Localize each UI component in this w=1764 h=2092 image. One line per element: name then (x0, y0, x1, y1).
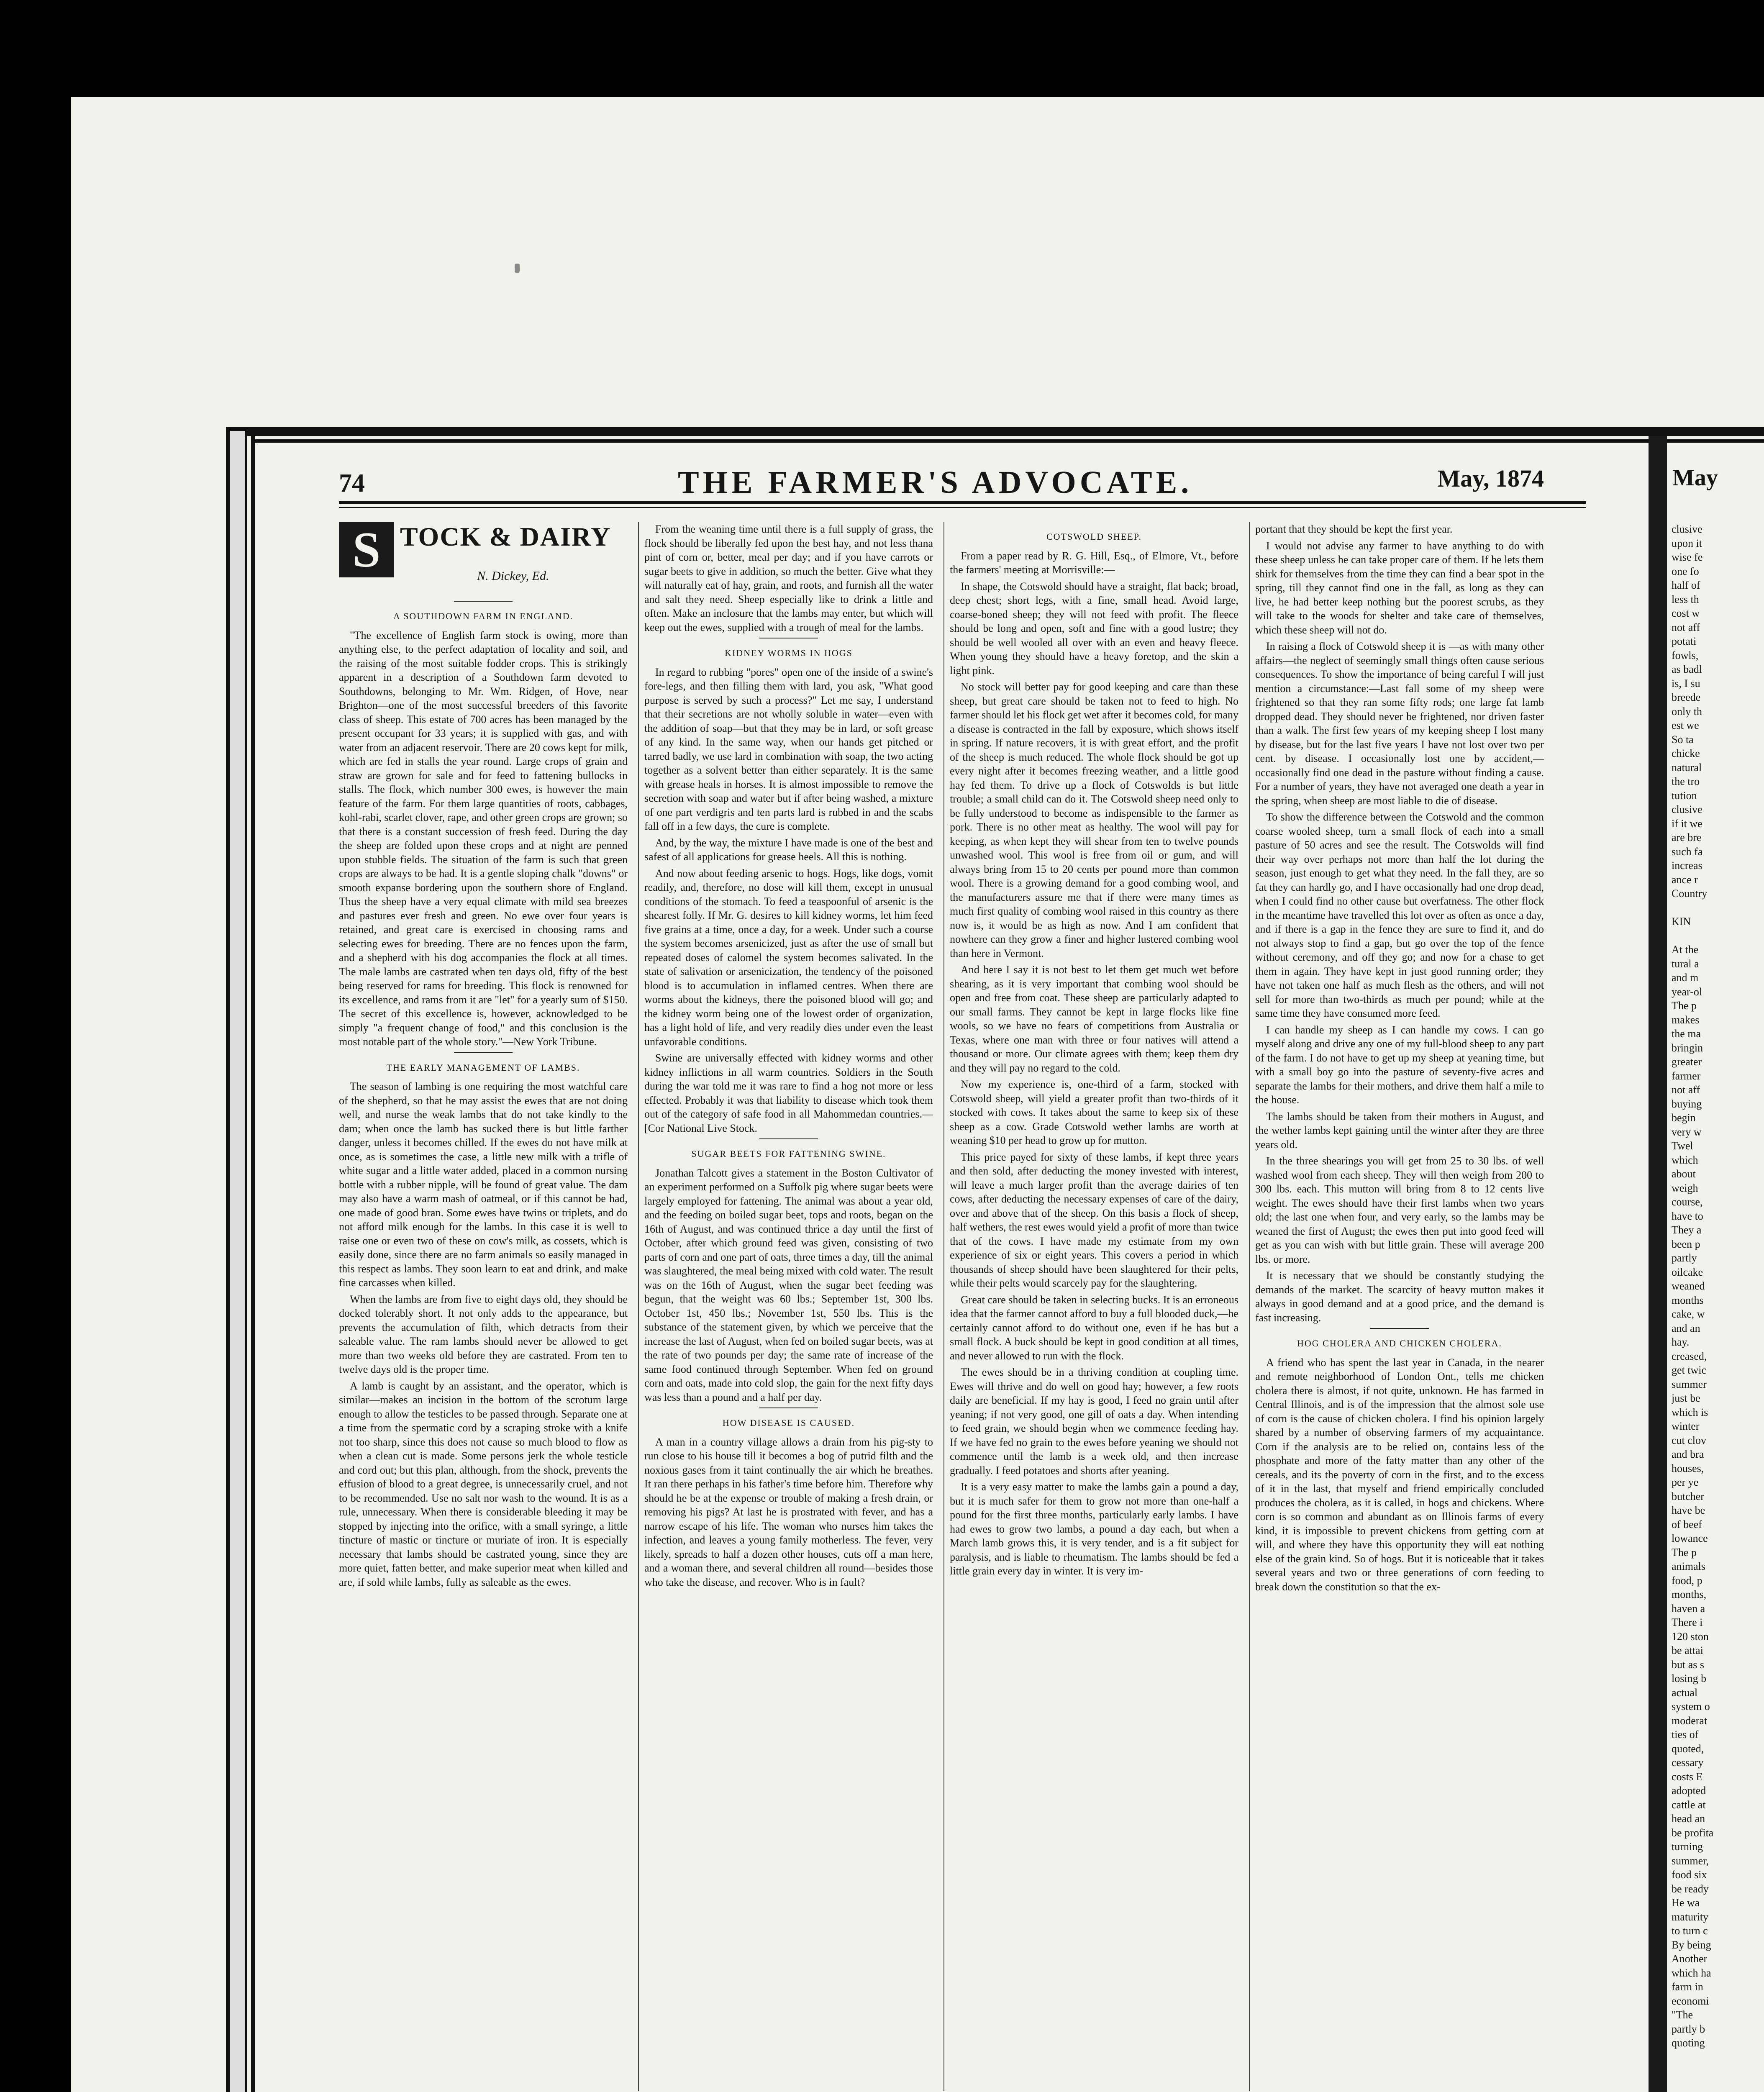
facing-page-line: natural (1672, 761, 1702, 774)
facing-page-column (1672, 522, 1764, 2050)
column-divider (638, 522, 639, 2091)
article-heading: HOW DISEASE IS CAUSED. (722, 1418, 855, 1428)
facing-page-line: lowance (1672, 1532, 1708, 1544)
article-paragraph: portant that they should be kept the first year. (1255, 523, 1453, 535)
facing-page-line: less th (1672, 593, 1699, 605)
facing-page-line: At the (1672, 943, 1699, 956)
article-heading: SUGAR BEETS FOR FATTENING SWINE. (691, 1149, 886, 1159)
facing-page-line: animals (1672, 1560, 1705, 1572)
facing-page-line: begin (1672, 1112, 1696, 1124)
section-rule (454, 1052, 513, 1053)
article-paragraph: A lamb is caught by an assistant, and the operator, which is similar—makes an incision in the bottom of the scrotum large enough to allow the testicles to be passed through. Separate one at a time from the spermatic cord by a scraping stroke with a knife not too sharp, since this does not cause so much blood to flow as when a clean cut is made. Some persons jerk the whole testicle and cord out; but this plan, although, from the shock, prevents the effusion of blood to a great degree, is unnecessarily cruel, and not to be recommended. Use no salt nor wash to the wound. It is as a rule, unnecessary. When there is considerable bleeding it may be stopped by injecting into the orifice, with a small syringe, a little tincture of mastic or tincture or muriate of iron. It is especially necessary that lambs should be castrated young, since they are more quiet, fatten better, and make superior meat when killed and are, if sold while lambs, fully as saleable as the ewes. (339, 1379, 628, 1588)
article-paragraph: It is necessary that we should be constantly studying the demands of the market. The scarcity of heavy mutton makes it always in good demand and at a good price, and the demand is fast increasing. (1255, 1269, 1544, 1324)
facing-page-line: Twel (1672, 1140, 1693, 1152)
section-rule (759, 1407, 818, 1408)
header-rule-thin (339, 507, 1586, 508)
facing-page-line: one fo (1672, 565, 1699, 577)
article-heading: HOG CHOLERA AND CHICKEN CHOLERA. (1297, 1338, 1502, 1349)
facing-page-line: food, p (1672, 1574, 1702, 1587)
article-paragraph: And, by the way, the mixture I have made is one of the best and safest of all applications for grease heels. All this is nothing. (644, 836, 933, 863)
decorated-initial: S (339, 522, 394, 577)
article-paragraph: From the weaning time until there is a full supply of grass, the flock should be liberally fed upon the best hay, and not less thana pint of corn or, better, meal per day; and if you have carrots or sugar beets to give in addition, so much the better. Give what they will naturally eat of hay, grain, and roots, and furnish all the water and salt they need. Sheep especially like to drink a little and often. Make an inclosure that the lambs may enter, but which will keep out the ewes, supplied with a trough of meal for the lambs. (644, 523, 933, 633)
facing-page-line: weigh (1672, 1182, 1698, 1194)
volume-inner-edge (251, 439, 1764, 443)
facing-page-line: wise fe (1672, 551, 1703, 563)
facing-page-line: chicke (1672, 747, 1700, 759)
facing-page-line: summer (1672, 1378, 1707, 1390)
header-rule (339, 501, 1586, 504)
facing-page-line: ance r (1672, 873, 1698, 886)
facing-page-line: as badl (1672, 663, 1702, 675)
facing-page-line: The p (1672, 1000, 1697, 1012)
facing-page-line: about (1672, 1168, 1696, 1180)
facing-page-line: greater (1672, 1056, 1702, 1068)
article-paragraph: And here I say it is not best to let them get much wet before shearing, as it is very important that combing wool should be open and free from coat. These sheep are particularly adapted to our small farms. They cannot be kept in large flocks like fine wools, so we have no fears of competitions from Australia or Texas, where one man with three or four natives will attend a thousand or more. Our climate agrees with them; keep them dry and they will pay no regard to the cold. (950, 964, 1238, 1074)
facing-page-line: have be (1672, 1504, 1705, 1516)
facing-page-line: They a (1672, 1224, 1702, 1236)
facing-page-line: which (1672, 1154, 1698, 1166)
column-4 (1255, 522, 1544, 1596)
article-paragraph: In regard to rubbing "pores" open one of the inside of a swine's fore-legs, and then filling them with lard, you ask, "What good purpose is served by such a process?" Let me say, I understand that their secretions are not wholly soluble in water—even with the addition of soap—but that they may be in lard, or soft grease of any kind. In the same way, when our hands get pitched or tarred badly, we use lard in combination with soap, the two acting together as a solvent better than either separately. It is the same with grease heals in horses. It is almost impossible to remove the secretion with soap and water but if after being washed, a mixture of one part verdigris and ten parts lard is rubbed in and the scabs fall off in a few days, the cure is complete. (644, 666, 933, 832)
facing-page-line: bringin (1672, 1041, 1703, 1054)
facing-page-line: half of (1672, 579, 1700, 591)
facing-page-line: cattle at (1672, 1798, 1706, 1811)
article-paragraph: Jonathan Talcott gives a statement in the Boston Cultivator of an experiment performed on a Suffolk pig where sugar beets were largely employed for fattening. The animal was about a year old, and the feeding on boiled sugar beet, tops and roots, began on the 16th of August, and was continued thrice a day until the first of October, after which ground feed was given, consisting of two parts of corn and one part of oats, three times a day, till the animal was slaughtered, the meal being mixed with cold water. The result was on the 16th of August, when the sugar beet feeding was begun, that the weight was 60 lbs.; September 1st, 300 lbs. October 1st, 450 lbs.; November 1st, 550 lbs. This is the substance of the statement given, by which we perceive that the increase the last of August, when fed on boiled sugar beets, was at the rate of two pounds per day; the same rate of increase of the same food continued through September. When fed on ground corn and oats, made into cold slop, the gain for the next fifty days was less than a pound and a half per day. (644, 1166, 933, 1403)
facing-page-line: the tro (1672, 775, 1700, 787)
facing-page-line: est we (1672, 719, 1699, 731)
facing-page-line: houses, (1672, 1462, 1704, 1474)
article-paragraph: Now my experience is, one-third of a farm, stocked with Cotswold sheep, will yield a greater profit than two-thirds of it stocked with cows. It takes about the same to keep six of these sheep as a cow. Grade Cotswold wether lambs are worth at weaning $10 per head to grow up for mutton. (950, 1078, 1238, 1146)
facing-page-line: the ma (1672, 1028, 1701, 1040)
publication-title: THE FARMER'S ADVOCATE. (678, 465, 1193, 500)
article-paragraph: And now about feeding arsenic to hogs. Hogs, like dogs, vomit readily, and, therefore, no dose will kill them, except in unusual conditions of the stomach. To feed a teaspoonful of arsenic is the shearest folly. If Mr. G. desires to kill kidney worms, let him feed five grains at a time, once a day, for a week. Under such a course the system becomes arsenicized, just as after the use of small but repeated doses of calomel the system becomes salivated. In the state of salivation or arsenicization, the tendency of the poisoned blood is to accumulation in inflamed centres. When there are worms about the kidneys, there the poisoned blood will go; and the kidney worm being one of the lowest order of organization, has a light hold of life, and very readily dies under even the least unfavorable conditions. (644, 867, 933, 1048)
facing-page-line: not aff (1672, 1084, 1700, 1096)
facing-page-line: winter (1672, 1420, 1700, 1432)
article-paragraph: A friend who has spent the last year in Canada, in the nearer and remote neighborhood of London Ont., tells me chicken cholera there is almost, if not quite, unknown. He has farmed in Central Illinois, and is of the impression that the almost sole use of corn is the cause of chicken cholera. I find his opinion largely shared by a number of observing farmers of my acquaintance. Corn if the analysis are to be relied on, contains less of the phosphate and more of the fatty matter than any other of the cereals, and its the poverty of corn in the first, and to the excess of it in the last, that myself and friend empirically concluded produces the cholera, as it is called, in hogs and chickens. Where corn is so common and abundant as on Illinois farms of every kind, it is impossible to prevent chickens from getting corn at will, and where they have this opportunity they will eat nothing else of the grain kind. So of hogs. But it is noticeable that it takes several years and two or three generations of corn feeding to break down the constitution so that the ex- (1255, 1356, 1544, 1593)
newspaper-page (268, 452, 1644, 2092)
facing-page-line: quoting (1672, 2037, 1705, 2049)
facing-page-line: not aff (1672, 621, 1700, 633)
facing-page-line: cessary (1672, 1756, 1704, 1769)
facing-page-line: So ta (1672, 733, 1694, 746)
article-paragraph: In raising a flock of Cotswold sheep it is —as with many other affairs—the neglect of seemingly small things often cause serious consequences. To show the importance of being careful I will just mention a circumstance:—Last fall some of my sheep were frightened so that they ran some fifty rods; one large fat lamb dropped dead. They should never be frightened, nor driven faster than a walk. The first few years of my keeping sheep I lost many by disease, but for the last five years I have not lost over two per cent. by disease. I occasionally lost one by accident,—occasionally find one dead in the pasture without finding a cause. For a number of years, they have not averaged one death a year in the spring, when sheep are most liable to die of disease. (1255, 640, 1544, 807)
facing-page-line: breede (1672, 691, 1701, 703)
facing-page-line: By being (1672, 1938, 1711, 1951)
article-heading: KIDNEY WORMS IN HOGS (725, 648, 853, 658)
article-paragraph: Swine are universally effected with kidney worms and other kidney inflictions in all warm countries. Soldiers in the South during the war told me it was rare to find a hog not more or less effected. Probably it was that liability to disease which took them out of the category of safe food in all Mahommedan countries.—[Cor National Live Stock. (644, 1052, 933, 1134)
facing-page-line: system o (1672, 1700, 1710, 1713)
facing-page-line: "The (1672, 2009, 1693, 2021)
facing-page-line: potati (1672, 635, 1697, 647)
facing-page-line: get twic (1672, 1364, 1707, 1376)
article-paragraph: When the lambs are from five to eight days old, they should be docked tolerably short. It not only adds to the appearance, but prevents the accumulation of filth, which detracts from their saleable value. The ram lambs should never be allowed to get more than two weeks old before they are castrated. From ten to twelve days old is the proper time. (339, 1293, 628, 1375)
facing-page-line: are bre (1672, 831, 1702, 843)
facing-page-line: clusive (1672, 523, 1702, 535)
facing-page-line: KIN (1672, 915, 1691, 928)
column-divider (1249, 522, 1250, 2091)
facing-page-line: have to (1672, 1210, 1703, 1222)
facing-page-line: months, (1672, 1588, 1707, 1600)
facing-page-line: be profita (1672, 1826, 1714, 1839)
binding-edge (226, 427, 247, 2092)
facing-page-line: oilcake (1672, 1266, 1703, 1278)
facing-page-line: be ready (1672, 1882, 1709, 1895)
article-paragraph: The ewes should be in a thriving condition at coupling time. Ewes will thrive and do well on good hay; however, a few roots daily are beneficial. If my hay is good, I feed no grain until after yeaning; if not very good, one gill of oats a day. When intending to feed grain, we should begin when we commence feeding hay. If we have fed no grain to the ewes before yeaning we should not commence until the lamb is a week old, and then increase gradually. I feed potatoes and shorts after yeaning. (950, 1366, 1238, 1477)
facing-page-line: partly b (1672, 2023, 1705, 2035)
facing-page-line: which is (1672, 1406, 1708, 1418)
facing-page-line: There i (1672, 1616, 1703, 1628)
facing-page-line: very w (1672, 1125, 1702, 1138)
facing-page-line: farm in (1672, 1981, 1703, 1993)
article-heading: COTSWOLD SHEEP. (1046, 531, 1142, 542)
facing-page-line: summer, (1672, 1854, 1709, 1867)
volume-top-edge (226, 427, 1764, 436)
article-paragraph: Great care should be taken in selecting bucks. It is an erroneous idea that the farmer cannot afford to buy a full blooded duck,—he certainly cannot afford to do without one, even if he has but a small flock. A buck should be kept in good condition at all times, and never allowed to run with the flock. (950, 1293, 1238, 1362)
facing-page-line: tution (1672, 789, 1697, 802)
editor-credit: N. Dickey, Ed. (477, 569, 549, 583)
facing-page-line: but as s (1672, 1658, 1704, 1671)
facing-page-line: butcher (1672, 1490, 1704, 1502)
article-paragraph: "The excellence of English farm stock is owing, more than anything else, to the perfect adaptation of locality and soil, and the raising of the most suitable fodder crops. This is strikingly apparent in a description of a Southdown farm devoted to Southdowns, belonging to Mr. Wm. Ridgen, of Hove, near Brighton—one of the most successful breeders of this favorite class of sheep. This estate of 700 acres has been managed by the present occupant for 33 years; it is supplied with gas, and with water from an adjacent reservoir. There are 20 cows kept for milk, which are fed in stalls the year round. Large crops of grain and straw are grown for sale and for feed to fattening bullocks in stalls. The flock, which number 300 ewes, is however the main feature of the farm. For them large quantities of roots, cabbages, kohl-rabi, scarlet clover, rape, and other green crops are grown; so that there is a constant succession of fresh feed. During the day the sheep are folded upon these crops and at night are penned upon stubble fields. The situation of the farm is such that green crops are always to be had. It is a gentle sloping chalk "downs" or smooth expanse bordering upon the southern shore of England. Thus the sheep have a very equal climate with mild sea breezes and pastures ever fresh and green. No ewe over four years is retained, and great care is exercised in choosing rams and selecting ewes for breeding. There are no fences upon the farm, and a shepherd with his dog accompanies the flock at all times. The male lambs are castrated when ten days old, fifty of the best being reserved for rams for breeding. This flock is renowned for its excellence, and rams from it are "let" for a yearly sum of $150. The secret of this excellence is, however, acknowledged to be simply "a frequent change of food," and this conclusion is the most notable part of the whole story."—New York Tribune. (339, 629, 628, 1048)
facing-page-line: buying (1672, 1097, 1702, 1110)
column-1 (339, 522, 628, 1592)
department-heading (339, 522, 628, 597)
column-3 (950, 522, 1238, 1581)
binding-edge-inner (251, 427, 255, 2092)
facing-page-line: to turn c (1672, 1925, 1708, 1937)
facing-page-line: upon it (1672, 537, 1702, 549)
article-paragraph: I can handle my sheep as I can handle my cows. I can go myself along and drive any one of my full-blood sheep to any part of the farm. I do not have to get up my sheep at yeaning time, but with a small boy go into the pasture of seventy-five acres and separate the lambs for their mothers, and drive them half a mile to the house. (1255, 1023, 1544, 1106)
facing-page-line: moderat (1672, 1714, 1708, 1727)
facing-page-line: per ye (1672, 1476, 1699, 1488)
facing-page-line: losing b (1672, 1672, 1707, 1684)
facing-page-line: been p (1672, 1238, 1700, 1250)
facing-page-line: year-ol (1672, 985, 1702, 998)
facing-page-line: tural a (1672, 957, 1699, 970)
facing-page-line: increas (1672, 859, 1702, 872)
article-paragraph: To show the difference between the Cotswold and the common coarse wooled sheep, turn a small flock of each into a small pasture of 50 acres and see the result. The Cotswolds will find their way over perhaps not more than half the lot during the season, just enough to get what they need. In the fall they, are so fat they can hardly go, and I have occasionally had one drop dead, when I could find no other cause but overfatness. The other flock in the meantime have travelled this lot over as often as once a day, and if there is a gap in the fence they are sure to find it, and do not always stop to find a gap, but go over the top of the fence without ceremony, and off they go; and now for a chase to get them in again. They have kept in just good running order; they have not taken one half as much flesh as the others, and will not sell for more than two-thirds as much per pound; while at the same time they have consumed more feed. (1255, 811, 1544, 1019)
article-paragraph: The season of lambing is one requiring the most watchful care of the shepherd, so that he may assist the ewes that are not doing well, and nurse the weak lambs that do not take kindly to the dam; when once the lamb has sucked there is but little farther danger, unless it becomes chilled. If the ewes do not have milk at once, as is sometimes the case, a little new milk with a trifle of white sugar and a little water added, placed in a common nursing bottle with a rubber nipple, will be found of great value. The dam may also have a warm mash of oatmeal, or if this cannot be had, one made of good bran. Some ewes have twins or triplets, and do not afford milk enough for the lambs. In this case it is well to raise one or even two of these on cow's milk, as cossets, which is easily done, since there are no farm animals so easily managed in this respect as lambs. They soon learn to eat and drink, and make fine carcasses when killed. (339, 1080, 628, 1289)
facing-page-line: and bra (1672, 1448, 1704, 1460)
article-paragraph: The lambs should be taken from their mothers in August, and the wether lambs kept gaining until the winter after they are three years old. (1255, 1110, 1544, 1151)
facing-page-line (1672, 929, 1764, 943)
scan-speck (515, 264, 520, 273)
article-paragraph: A man in a country village allows a drain from his pig-sty to run close to his house till it becomes a bog of putrid filth and the noxious gases from it taint continually the air which he breathes. It ran there perhaps in his father's time before him. Therefore why should he be at the expense or trouble of making a fresh drain, or removing his pigs? At last he is prostrated with fever, and has a narrow escape of his life. The woman who nurses him takes the infection, and leaves a young family motherless. The fever, very likely, spreads to half a dozen other houses, cuts off a man here, and a woman there, and several children all round—besides those who take the disease, and recover. Who is in fault? (644, 1436, 933, 1588)
article-paragraph: From a paper read by R. G. Hill, Esq., of Elmore, Vt., before the farmers' meeting at Morrisville:— (950, 549, 1238, 576)
facing-page-line: maturity (1672, 1910, 1709, 1923)
facing-page-line: fowls, (1672, 649, 1699, 661)
facing-page-line: just be (1672, 1392, 1700, 1404)
article-paragraph: No stock will better pay for good keeping and care than these sheep, but great care should be taken not to feed to high. No farmer should let his flock get wet after it becomes cold, for many a disease is contracted in the fall by exposure, which shows itself in spring. If nature recovers, it is with great effort, and the profit of the sheep is much reduced. The whole flock should be got up every night after it becomes freezing weather, and a little good hay fed them. To drive up a flock of Cotswolds is but little trouble; a small child can do it. The Cotswold sheep need only to be fully understood to become as indispensible to the farmer as pork. There is no other meat as healthy. The wool will pay for keeping, as when kept they will shear from ten to twelve pounds unwashed wool. This wool is free from oil or gum, and will always bring from 15 to 20 cents per pound more than common wool. There is a growing demand for a good combing wool, and the manufacturers assure me that if there were many times as much first quality of combing wool raised in this country as there now is, it would be as high as now. And I am confident that nowhere can they grow a finer and higher lustered combing wool than here in Vermont. (950, 681, 1238, 959)
facing-page-line: clusive (1672, 803, 1702, 815)
column-2 (644, 522, 933, 1592)
article-paragraph: In shape, the Cotswold should have a straight, flat back; broad, deep chest; short legs, with a fine, small head. Avoid large, coarse-boned sheep; they will not feed with profit. The fleece should be long and open, soft and fine with a good lustre; they should be well wooled all over with an even and heavy fleece. When young they should have a heavy foretop, and the skin a light pink. (950, 580, 1238, 677)
facing-page-line: Country (1672, 887, 1708, 900)
facing-page-line: ties of (1672, 1728, 1699, 1741)
article-heading: THE EARLY MANAGEMENT OF LAMBS. (386, 1062, 580, 1073)
article-heading: A SOUTHDOWN FARM IN ENGLAND. (393, 611, 574, 621)
facing-page-line: and m (1672, 972, 1699, 984)
facing-page-fragment (1672, 452, 1764, 2092)
facing-page-line: of beef (1672, 1518, 1702, 1531)
facing-page-line: costs E (1672, 1770, 1703, 1783)
article-paragraph: I would not advise any farmer to have anything to do with these sheep unless he can take proper care of them. If he lets them shirk for themselves from the time they can find a bear spot in the spring, till they cannot find one in the fall, as long as they can live, he had better keep nothing but the poorest scrubs, as they will take to the woods for shelter and take care of themselves, which these sheep will not do. (1255, 539, 1544, 636)
facing-page-line: creased, (1672, 1350, 1707, 1362)
facing-page-line: which ha (1672, 1966, 1711, 1979)
facing-page-line: haven a (1672, 1602, 1705, 1615)
page-gutter (1649, 436, 1667, 2092)
facing-page-line: quoted, (1672, 1742, 1704, 1755)
facing-page-line: is, I su (1672, 677, 1700, 690)
facing-page-line: weaned (1672, 1280, 1705, 1292)
article-paragraph: It is a very easy matter to make the lambs gain a pound a day, but it is much safer for them to grow not more than one-half a pound for the first three months, particularly early lambs. I have had ewes to grow two lambs, a pound a day each, but when a March lamb grows this, it is very tender, and is a fit subject for paralysis, and is liable to rheumatism. The lambs should be fed a little grain every day in winter. It is very im- (950, 1481, 1238, 1577)
facing-page-line: partly (1672, 1252, 1697, 1264)
facing-page-line: He wa (1672, 1897, 1700, 1909)
issue-date: May, 1874 (1437, 465, 1544, 492)
facing-page-date: May (1672, 465, 1718, 491)
page-number: 74 (339, 469, 365, 497)
facing-page-line: economi (1672, 1995, 1709, 2007)
facing-page-line: makes (1672, 1013, 1700, 1026)
facing-page-line (1672, 901, 1764, 915)
facing-page-line: hay. (1672, 1336, 1690, 1348)
facing-page-line: such fa (1672, 845, 1703, 858)
article-paragraph: In the three shearings you will get from 25 to 30 lbs. of well washed wool from each sheep. They will then weigh from 200 to 300 lbs. each. This mutton will bring from 8 to 12 cents live weight. The ewes should have their first lambs when two years old; the last one when four, and very early, so the lambs may be weaned the first of August; the ewes then put into good feed will get as you can wish with but little grain. These will average 200 lbs. or more. (1255, 1155, 1544, 1265)
facing-page-line: cake, w (1672, 1308, 1705, 1320)
facing-page-line: actual (1672, 1686, 1698, 1699)
section-rule (1370, 1328, 1429, 1329)
facing-page-line: course, (1672, 1196, 1703, 1208)
facing-page-line: adopted (1672, 1784, 1706, 1797)
facing-page-line: and an (1672, 1322, 1700, 1334)
facing-page-line: cut clov (1672, 1434, 1707, 1446)
facing-page-line: The p (1672, 1546, 1697, 1559)
facing-page-line: be attai (1672, 1644, 1703, 1656)
facing-page-line: Another (1672, 1953, 1708, 1965)
facing-page-line: head an (1672, 1813, 1705, 1825)
section-rule (759, 1138, 818, 1139)
facing-page-line: turning (1672, 1841, 1703, 1853)
section-rule (454, 601, 513, 602)
facing-page-line: months (1672, 1294, 1704, 1306)
department-title: TOCK & DAIRY (400, 522, 611, 551)
running-head (268, 452, 1644, 502)
article-paragraph: This price payed for sixty of these lambs, if kept three years and then sold, after deducting the money invested with interest, will leave a much larger profit than the average dairies of ten cows, after deducting the necessary expenses of care of the dairy, over and above that of the sheep. On this basis a flock of sheep, half wethers, the rest ewes would yield a profit of more than twice that of the cows. I have made my estimate from my own experience of six or eight years. This covers a period in which thousands of sheep should have been slaughtered for their pelts, while their pelts would scarcely pay for the slaughtering. (950, 1151, 1238, 1289)
facing-page-line: cost w (1672, 607, 1700, 619)
facing-page-line: if it we (1672, 817, 1702, 830)
facing-page-line: farmer (1672, 1069, 1701, 1082)
facing-page-line: food six (1672, 1869, 1707, 1881)
facing-page-line: only th (1672, 705, 1702, 718)
facing-page-line: 120 ston (1672, 1630, 1709, 1643)
